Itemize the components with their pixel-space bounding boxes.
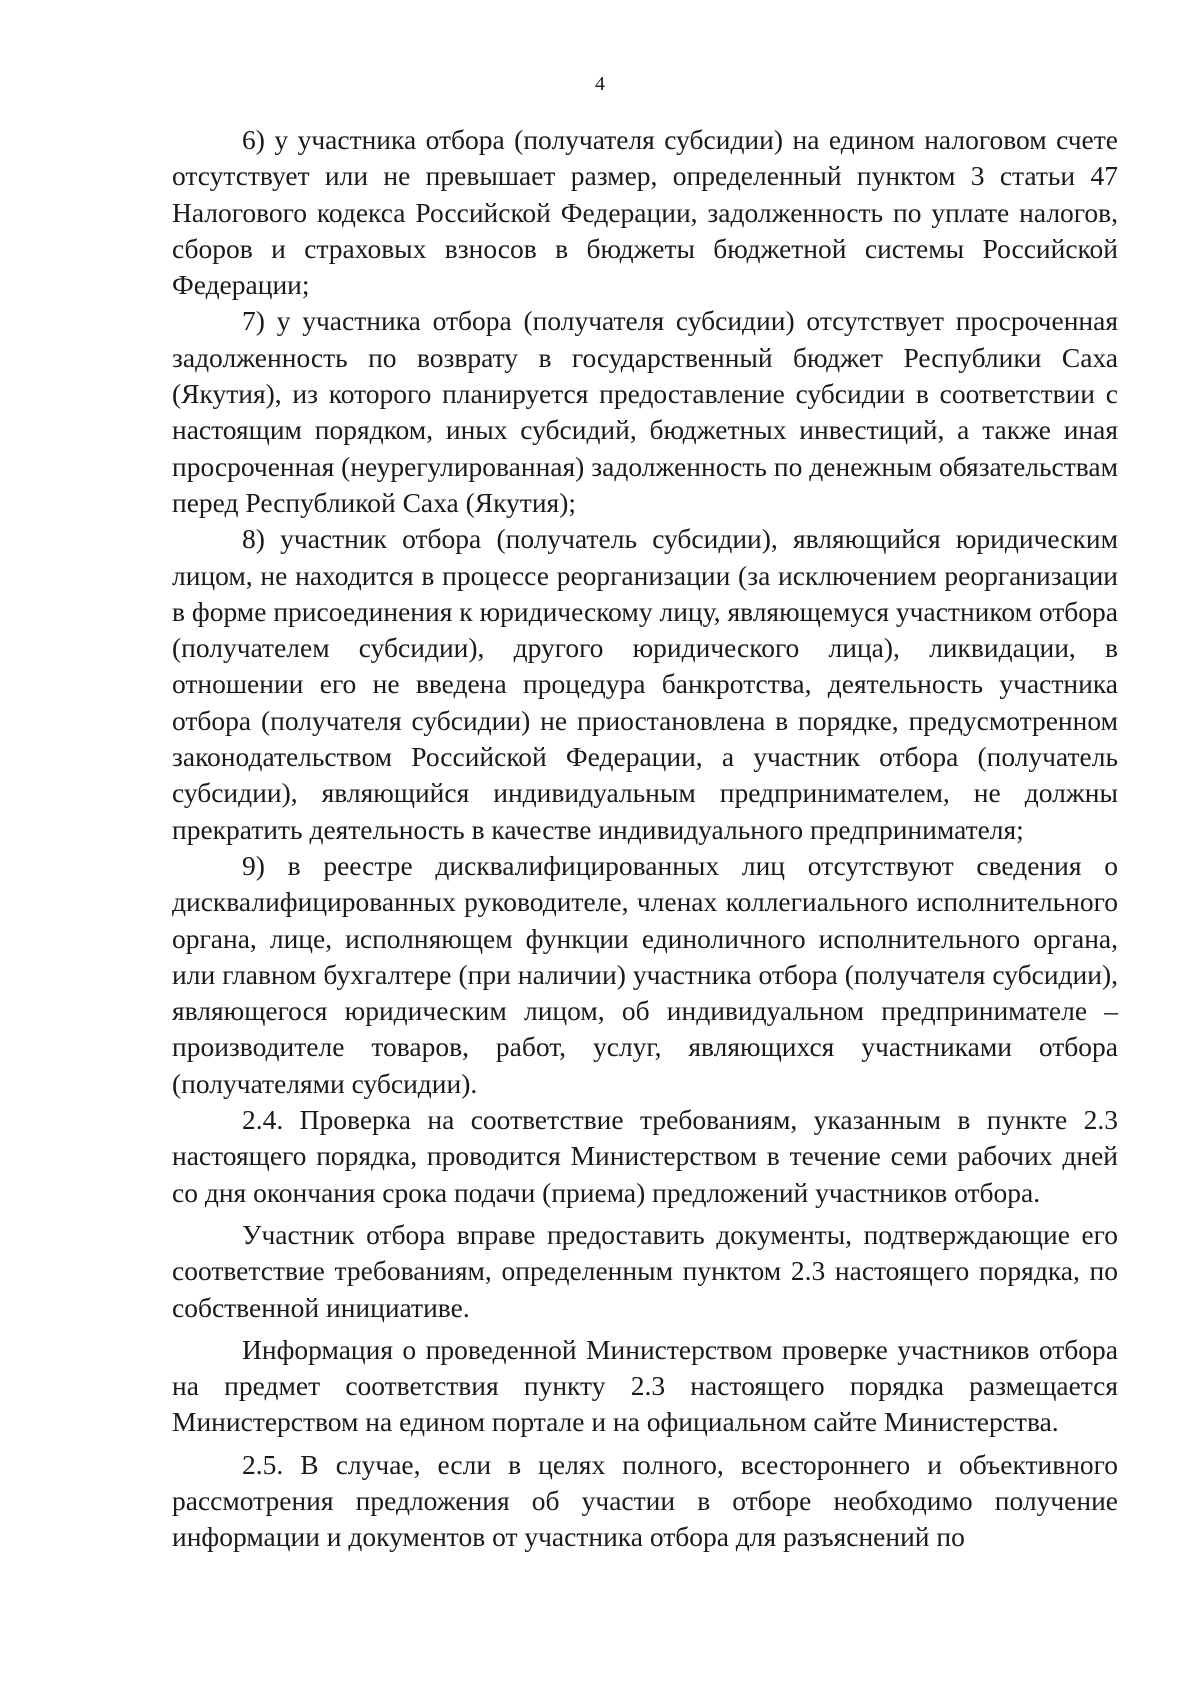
- paragraph-item-9: 9) в реестре дисквалифицированных лиц отсутствуют сведения о дисквалифицированных руководителе, членах коллегиального исполнительного органа, лице, исполняющем функции единоличного исполнительного органа, или главном бухгалтере (при наличии) участника отбора (получателя субсидии), являющегося юридическим лицом, об индивидуальном предпринимателе – производителе товаров, работ, услуг, являющихся участниками отбора (получателями субсидии).: [172, 849, 1118, 1099]
- document-body: [172, 122, 1118, 1556]
- page-number: 4: [595, 73, 605, 95]
- paragraph-documents-initiative: Участник отбора вправе предоставить документы, подтверждающие его соответствие требованиям, определенным пунктом 2.3 настоящего порядка, по собственной инициативе.: [172, 1218, 1118, 1323]
- paragraph-2-4: 2.4. Проверка на соответствие требованиям, указанным в пункте 2.3 настоящего порядка, проводится Министерством в течение семи рабочих дней со дня окончания срока подачи (приема) предложений участников отбора.: [172, 1104, 1118, 1208]
- paragraph-item-8: 8) участник отбора (получатель субсидии), являющийся юридическим лицом, не находится в процессе реорганизации (за исключением реорганизации в форме присоединения к юридическому лицу, являющемуся участником отбора (получателем субсидии), другого юридического лица), ликвидации, в отношении его не введена процедура банкротства, деятельность участника отбора (получателя субсидии) не приостановлена в порядке, предусмотренном законодательством Российской Федерации, а участник отбора (получатель субсидии), являющийся индивидуальным предпринимателем, не должны прекратить деятельность в качестве индивидуального предпринимателя;: [172, 523, 1118, 845]
- paragraph-check-information: Информация о проведенной Министерством проверке участников отбора на предмет соответствия пункту 2.3 настоящего порядка размещается Министерством на едином портале и на официальном сайте Министерства.: [172, 1333, 1118, 1438]
- paragraph-item-7: 7) у участника отбора (получателя субсидии) отсутствует просроченная задолженность по возврату в государственный бюджет Республики Саха (Якутия), из которого планируется предоставление субсидии в соответствии с настоящим порядком, иных субсидий, бюджетных инвестиций, а также иная просроченная (неурегулированная) задолженность по денежным обязательствам перед Республикой Саха (Якутия);: [172, 305, 1118, 518]
- paragraph-item-6: 6) у участника отбора (получателя субсидии) на едином налоговом счете отсутствует или не превышает размер, определенный пунктом 3 статьи 47 Налогового кодекса Российской Федерации, задолженность по уплате налогов, сборов и страховых взносов в бюджеты бюджетной системы Российской Федерации;: [172, 124, 1118, 301]
- paragraph-2-5: 2.5. В случае, если в целях полного, всестороннего и объективного рассмотрения предложения об участии в отборе необходимо получение информации и документов от участника отбора для разъяснений по: [172, 1448, 1118, 1553]
